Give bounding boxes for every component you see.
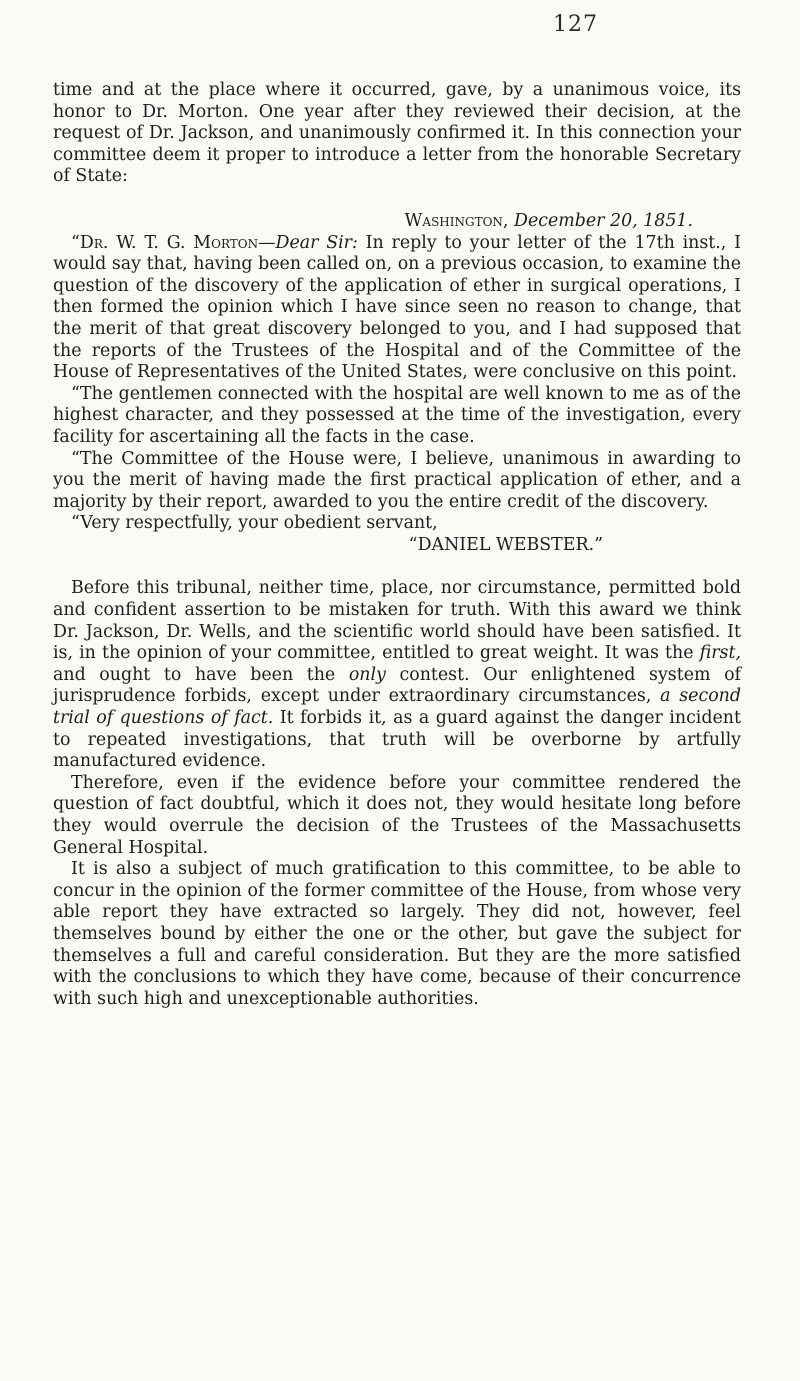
gratification-paragraph: It is also a subject of much gratification to this committee, to be able to concur in the opinion of the former committee of the House, from whose very able report they have extracted so largely. They did not, however, feel themselves bound by either the one or the other, but gave the subject for themselves a full and careful consideration. But they are the more satisfied with the conclusions to which they have come, because of their concurrence with such high and unexceptionable authorities.: [53, 859, 741, 1009]
tribunal-text-2: and ought to have been the: [53, 664, 349, 685]
letter-salutation-name: “Dr. W. T. G. Morton: [71, 232, 259, 253]
tribunal-text-3: contest. Our enlightened system of jurisprudence forbids, except under extraordinary circumstances,: [53, 664, 741, 707]
opening-paragraph: time and at the place where it occurred, gave, by a unanimous voice, its honor to Dr. Morton. One year after they reviewed their decision, at the request of Dr. Jackson, and unanimously confirmed it. In this connection your committee deem it proper to introduce a letter from the honorable Secretary of State:: [53, 80, 741, 187]
letter-paragraph-2: “The gentlemen connected with the hospital are well known to me as of the highest character, and they possessed at the time of the investigation, every facility for ascertaining all the facts in the case.: [53, 383, 741, 447]
letter-closing: “Very respectfully, your obedient servant,: [71, 513, 438, 534]
letter-salutation-greeting: Dear Sir:: [275, 232, 358, 253]
emphasis-first: first,: [699, 643, 741, 664]
tribunal-text-4: It forbids it, as a guard against the danger incident to repeated investigations, that truth will be overborne by artfully manufactured evidence.: [53, 708, 741, 772]
emphasis-only: only: [348, 664, 386, 685]
emphasis-second-trial: a second trial of questions of fact.: [53, 686, 741, 729]
page-number: 127: [553, 12, 598, 37]
letter-signature: “DANIEL WEBSTER.”: [408, 534, 603, 555]
dateline-date: December 20, 1851.: [514, 210, 693, 231]
letter-paragraph-1-text: In reply to your letter of the 17th inst., I would say that, having been called on, on a previous occasion, to examine the question of the discovery of the application of ether in surgical operations, I then formed the opinion which I have since seen no reason to change, that the merit of that great discovery belonged to you, and I had supposed that the reports of the Trustees of the Hospital and of the Committee of the House of Representatives of the United States, were conclusive on this point.: [53, 232, 741, 383]
letter-paragraph-3: “The Committee of the House were, I believe, unanimous in awarding to you the merit of having made the first practical application of ether, and a majority by their report, awarded to you the entire credit of the discovery.: [53, 448, 741, 512]
dateline-place: Washington,: [404, 210, 509, 231]
letter-dateline: [53, 211, 741, 233]
tribunal-paragraph: [53, 578, 741, 772]
tribunal-text-1: Before this tribunal, neither time, place, nor circumstance, permitted bold and confident assertion to be mistaken for truth. With this award we think Dr. Jackson, Dr. Wells, and the scientific world should have been satisfied. It is, in the opinion of your committee, entitled to great weight. It was the: [53, 578, 741, 664]
page-body: [53, 80, 741, 1010]
therefore-paragraph: Therefore, even if the evidence before your committee rendered the question of fact doubtful, which it does not, they would hesitate long before they would overrule the decision of the Trustees of the Massachusetts General Hospital.: [53, 772, 741, 858]
letter-paragraph-1: “Dr. W. T. G. Morton—Dear Sir: In reply to your letter of the 17th inst., I would say that, having been called on, on a previous occasion, to examine the question of the discovery of the application of ether in surgical operations, I then formed the opinion which I have since seen no reason to change, that the merit of that great discovery belonged to you, and I had supposed that the reports of the Trustees of the Hospital and of the Committee of the House of Representatives of the United States, were conclusive on this point.: [53, 232, 741, 383]
